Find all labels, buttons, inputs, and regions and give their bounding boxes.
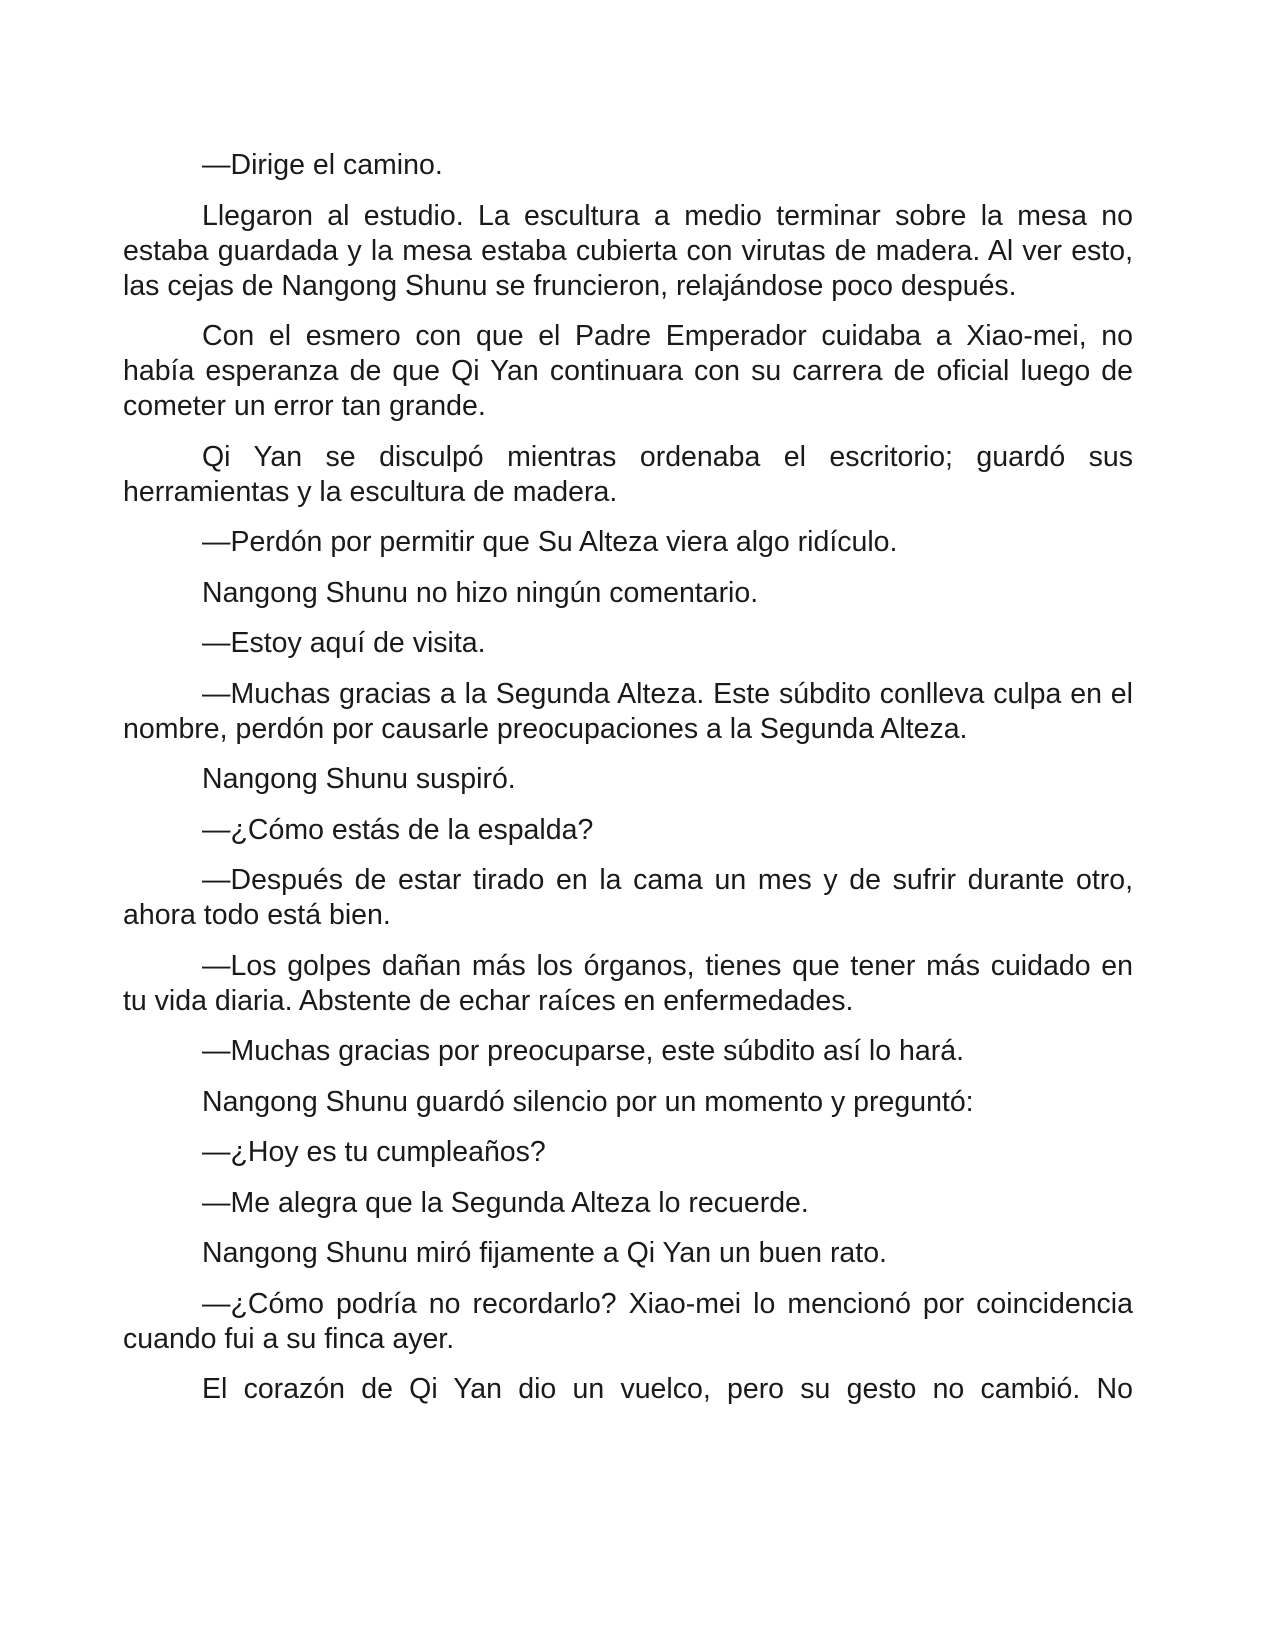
paragraph: El corazón de Qi Yan dio un vuelco, pero su gesto no cambió. No	[202, 1373, 1133, 1405]
paragraph: Nangong Shunu guardó silencio por un momento y preguntó:	[202, 1085, 974, 1118]
paragraph: —Estoy aquí de visita.	[202, 627, 486, 659]
paragraph: Con el esmero con que el Padre Emperador cuidaba a Xiao-mei, no había esperanza de que Qi Yan continuara con su carrera de oficial luego de cometer un error tan grande.	[123, 320, 1133, 422]
paragraph: —¿Hoy es tu cumpleaños?	[202, 1136, 546, 1168]
paragraph: Llegaron al estudio. La escultura a medio terminar sobre la mesa no estaba guardada y la mesa estaba cubierta con virutas de madera. Al ver esto, las cejas de Nangong Shunu se fruncieron, relajándose poco después.	[123, 199, 1133, 302]
paragraph: Nangong Shunu miró fijamente a Qi Yan un buen rato.	[202, 1237, 887, 1269]
paragraph: —Los golpes dañan más los órganos, tienes que tener más cuidado en tu vida diaria. Abstente de echar raíces en enfermedades.	[123, 949, 1133, 1017]
paragraph: —Después de estar tirado en la cama un mes y de sufrir durante otro, ahora todo está bien.	[123, 864, 1133, 931]
text-body	[123, 148, 1133, 1423]
paragraph: —Muchas gracias por preocuparse, este súbdito así lo hará.	[202, 1035, 964, 1067]
paragraph: Nangong Shunu suspiró.	[202, 763, 516, 795]
paragraph: Qi Yan se disculpó mientras ordenaba el escritorio; guardó sus herramientas y la escultura de madera.	[123, 440, 1133, 508]
paragraph: —Muchas gracias a la Segunda Alteza. Este súbdito conlleva culpa en el nombre, perdón por causarle preocupaciones a la Segunda Alteza.	[123, 677, 1133, 745]
paragraph: —¿Cómo estás de la espalda?	[202, 813, 594, 846]
paragraph: —Perdón por permitir que Su Alteza viera algo ridículo.	[202, 526, 898, 558]
paragraph: —Dirige el camino.	[202, 149, 443, 181]
paragraph: —Me alegra que la Segunda Alteza lo recuerde.	[202, 1186, 809, 1219]
paragraph: —¿Cómo podría no recordarlo? Xiao-mei lo mencionó por coincidencia cuando fui a su finca ayer.	[123, 1287, 1133, 1355]
paragraph: Nangong Shunu no hizo ningún comentario.	[202, 576, 759, 609]
